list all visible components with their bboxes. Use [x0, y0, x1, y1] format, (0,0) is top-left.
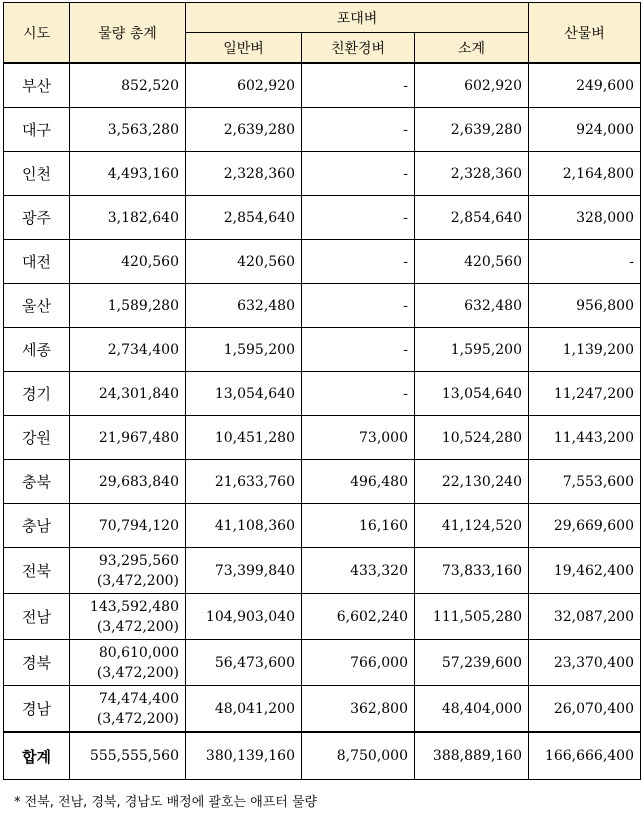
total-cell-bulk: 166,666,400	[529, 732, 641, 780]
cell-total-note: (3,472,200)	[96, 618, 179, 635]
cell-bulk: 32,087,200	[529, 594, 641, 640]
cell-subtotal: 2,854,640	[415, 196, 529, 240]
cell-region: 울산	[4, 284, 70, 328]
cell-total: 420,560	[70, 240, 186, 284]
cell-region: 부산	[4, 63, 70, 108]
cell-eco: -	[302, 284, 415, 328]
cell-eco: 16,160	[302, 504, 415, 548]
cell-subtotal: 2,639,280	[415, 108, 529, 152]
cell-total: 70,794,120	[70, 504, 186, 548]
cell-total-value: 143,592,480	[89, 598, 179, 615]
cell-bulk: 19,462,400	[529, 548, 641, 594]
cell-bulk: 924,000	[529, 108, 641, 152]
cell-eco: 433,320	[302, 548, 415, 594]
cell-region: 충남	[4, 504, 70, 548]
header-bulk: 산물벼	[529, 3, 641, 64]
cell-general: 21,633,760	[186, 460, 302, 504]
total-cell-eco: 8,750,000	[302, 732, 415, 780]
cell-total: 24,301,840	[70, 372, 186, 416]
cell-subtotal: 22,130,240	[415, 460, 529, 504]
cell-general: 41,108,360	[186, 504, 302, 548]
cell-subtotal: 13,054,640	[415, 372, 529, 416]
cell-total-value: 93,295,560	[98, 552, 179, 569]
table-row	[4, 640, 641, 686]
cell-region: 전북	[4, 548, 70, 594]
cell-total-value: 80,610,000	[98, 644, 179, 661]
header-general: 일반벼	[186, 33, 302, 64]
cell-general: 602,920	[186, 63, 302, 108]
cell-eco: -	[302, 372, 415, 416]
cell-region: 충북	[4, 460, 70, 504]
table-row	[4, 460, 641, 504]
cell-bulk: 7,553,600	[529, 460, 641, 504]
cell-region: 경북	[4, 640, 70, 686]
header-region: 시도	[4, 3, 70, 64]
table-row	[4, 108, 641, 152]
cell-total: 21,967,480	[70, 416, 186, 460]
cell-general: 13,054,640	[186, 372, 302, 416]
table-row	[4, 152, 641, 196]
cell-total: 29,683,840	[70, 460, 186, 504]
cell-total	[70, 594, 186, 640]
cell-subtotal: 57,239,600	[415, 640, 529, 686]
total-cell-region: 합계	[4, 732, 70, 780]
cell-total-note: (3,472,200)	[96, 664, 179, 681]
total-cell-subtotal: 388,889,160	[415, 732, 529, 780]
cell-region: 경기	[4, 372, 70, 416]
header-bag-group: 포대벼	[186, 3, 529, 33]
header-total-volume: 물량 총계	[70, 3, 186, 64]
table-row	[4, 548, 641, 594]
cell-total: 852,520	[70, 63, 186, 108]
cell-bulk: 1,139,200	[529, 328, 641, 372]
cell-eco: -	[302, 152, 415, 196]
cell-general: 632,480	[186, 284, 302, 328]
cell-eco: -	[302, 196, 415, 240]
table-row	[4, 372, 641, 416]
cell-total-note: (3,472,200)	[96, 572, 179, 589]
cell-general: 420,560	[186, 240, 302, 284]
table-row	[4, 416, 641, 460]
cell-subtotal: 2,328,360	[415, 152, 529, 196]
cell-subtotal: 73,833,160	[415, 548, 529, 594]
cell-total: 2,734,400	[70, 328, 186, 372]
cell-region: 전남	[4, 594, 70, 640]
cell-bulk: 23,370,400	[529, 640, 641, 686]
cell-region: 강원	[4, 416, 70, 460]
cell-general: 48,041,200	[186, 686, 302, 733]
cell-total: 3,182,640	[70, 196, 186, 240]
cell-total-note: (3,472,200)	[96, 710, 179, 727]
cell-region: 인천	[4, 152, 70, 196]
cell-eco: 6,602,240	[302, 594, 415, 640]
total-cell-total: 555,555,560	[70, 732, 186, 780]
cell-eco: 362,800	[302, 686, 415, 733]
cell-bulk: -	[529, 240, 641, 284]
cell-bulk: 249,600	[529, 63, 641, 108]
cell-subtotal: 632,480	[415, 284, 529, 328]
cell-subtotal: 602,920	[415, 63, 529, 108]
cell-total	[70, 548, 186, 594]
total-row	[4, 732, 641, 780]
cell-total-value: 74,474,400	[98, 690, 179, 707]
header-row-1	[4, 3, 641, 33]
header-subtotal: 소계	[415, 33, 529, 64]
cell-eco: -	[302, 108, 415, 152]
cell-region: 대구	[4, 108, 70, 152]
cell-region: 대전	[4, 240, 70, 284]
cell-bulk: 11,247,200	[529, 372, 641, 416]
cell-general: 104,903,040	[186, 594, 302, 640]
cell-general: 2,854,640	[186, 196, 302, 240]
cell-general: 10,451,280	[186, 416, 302, 460]
cell-total: 4,493,160	[70, 152, 186, 196]
table-body	[4, 63, 641, 780]
cell-subtotal: 111,505,280	[415, 594, 529, 640]
table-row	[4, 240, 641, 284]
cell-subtotal: 41,124,520	[415, 504, 529, 548]
table-row	[4, 328, 641, 372]
cell-general: 1,595,200	[186, 328, 302, 372]
cell-subtotal: 10,524,280	[415, 416, 529, 460]
cell-total: 1,589,280	[70, 284, 186, 328]
table-row	[4, 594, 641, 640]
cell-general: 73,399,840	[186, 548, 302, 594]
footnote: * 전북, 전남, 경북, 경남도 배정에 괄호는 애프터 물량	[14, 795, 318, 810]
cell-total: 3,563,280	[70, 108, 186, 152]
cell-bulk: 26,070,400	[529, 686, 641, 733]
cell-general: 2,639,280	[186, 108, 302, 152]
cell-region: 광주	[4, 196, 70, 240]
table-row	[4, 63, 641, 108]
cell-total	[70, 686, 186, 733]
rice-allocation-table	[3, 2, 641, 780]
cell-eco: -	[302, 240, 415, 284]
cell-subtotal: 420,560	[415, 240, 529, 284]
cell-total	[70, 640, 186, 686]
cell-bulk: 328,000	[529, 196, 641, 240]
header-eco: 친환경벼	[302, 33, 415, 64]
cell-eco: 496,480	[302, 460, 415, 504]
cell-region: 경남	[4, 686, 70, 733]
cell-bulk: 2,164,800	[529, 152, 641, 196]
table-row	[4, 504, 641, 548]
table-row	[4, 284, 641, 328]
total-cell-general: 380,139,160	[186, 732, 302, 780]
cell-eco: 73,000	[302, 416, 415, 460]
table-row	[4, 686, 641, 733]
cell-general: 2,328,360	[186, 152, 302, 196]
cell-subtotal: 1,595,200	[415, 328, 529, 372]
cell-subtotal: 48,404,000	[415, 686, 529, 733]
table-row	[4, 196, 641, 240]
cell-bulk: 956,800	[529, 284, 641, 328]
cell-eco: -	[302, 328, 415, 372]
cell-eco: -	[302, 63, 415, 108]
cell-bulk: 11,443,200	[529, 416, 641, 460]
cell-eco: 766,000	[302, 640, 415, 686]
cell-region: 세종	[4, 328, 70, 372]
cell-bulk: 29,669,600	[529, 504, 641, 548]
cell-general: 56,473,600	[186, 640, 302, 686]
